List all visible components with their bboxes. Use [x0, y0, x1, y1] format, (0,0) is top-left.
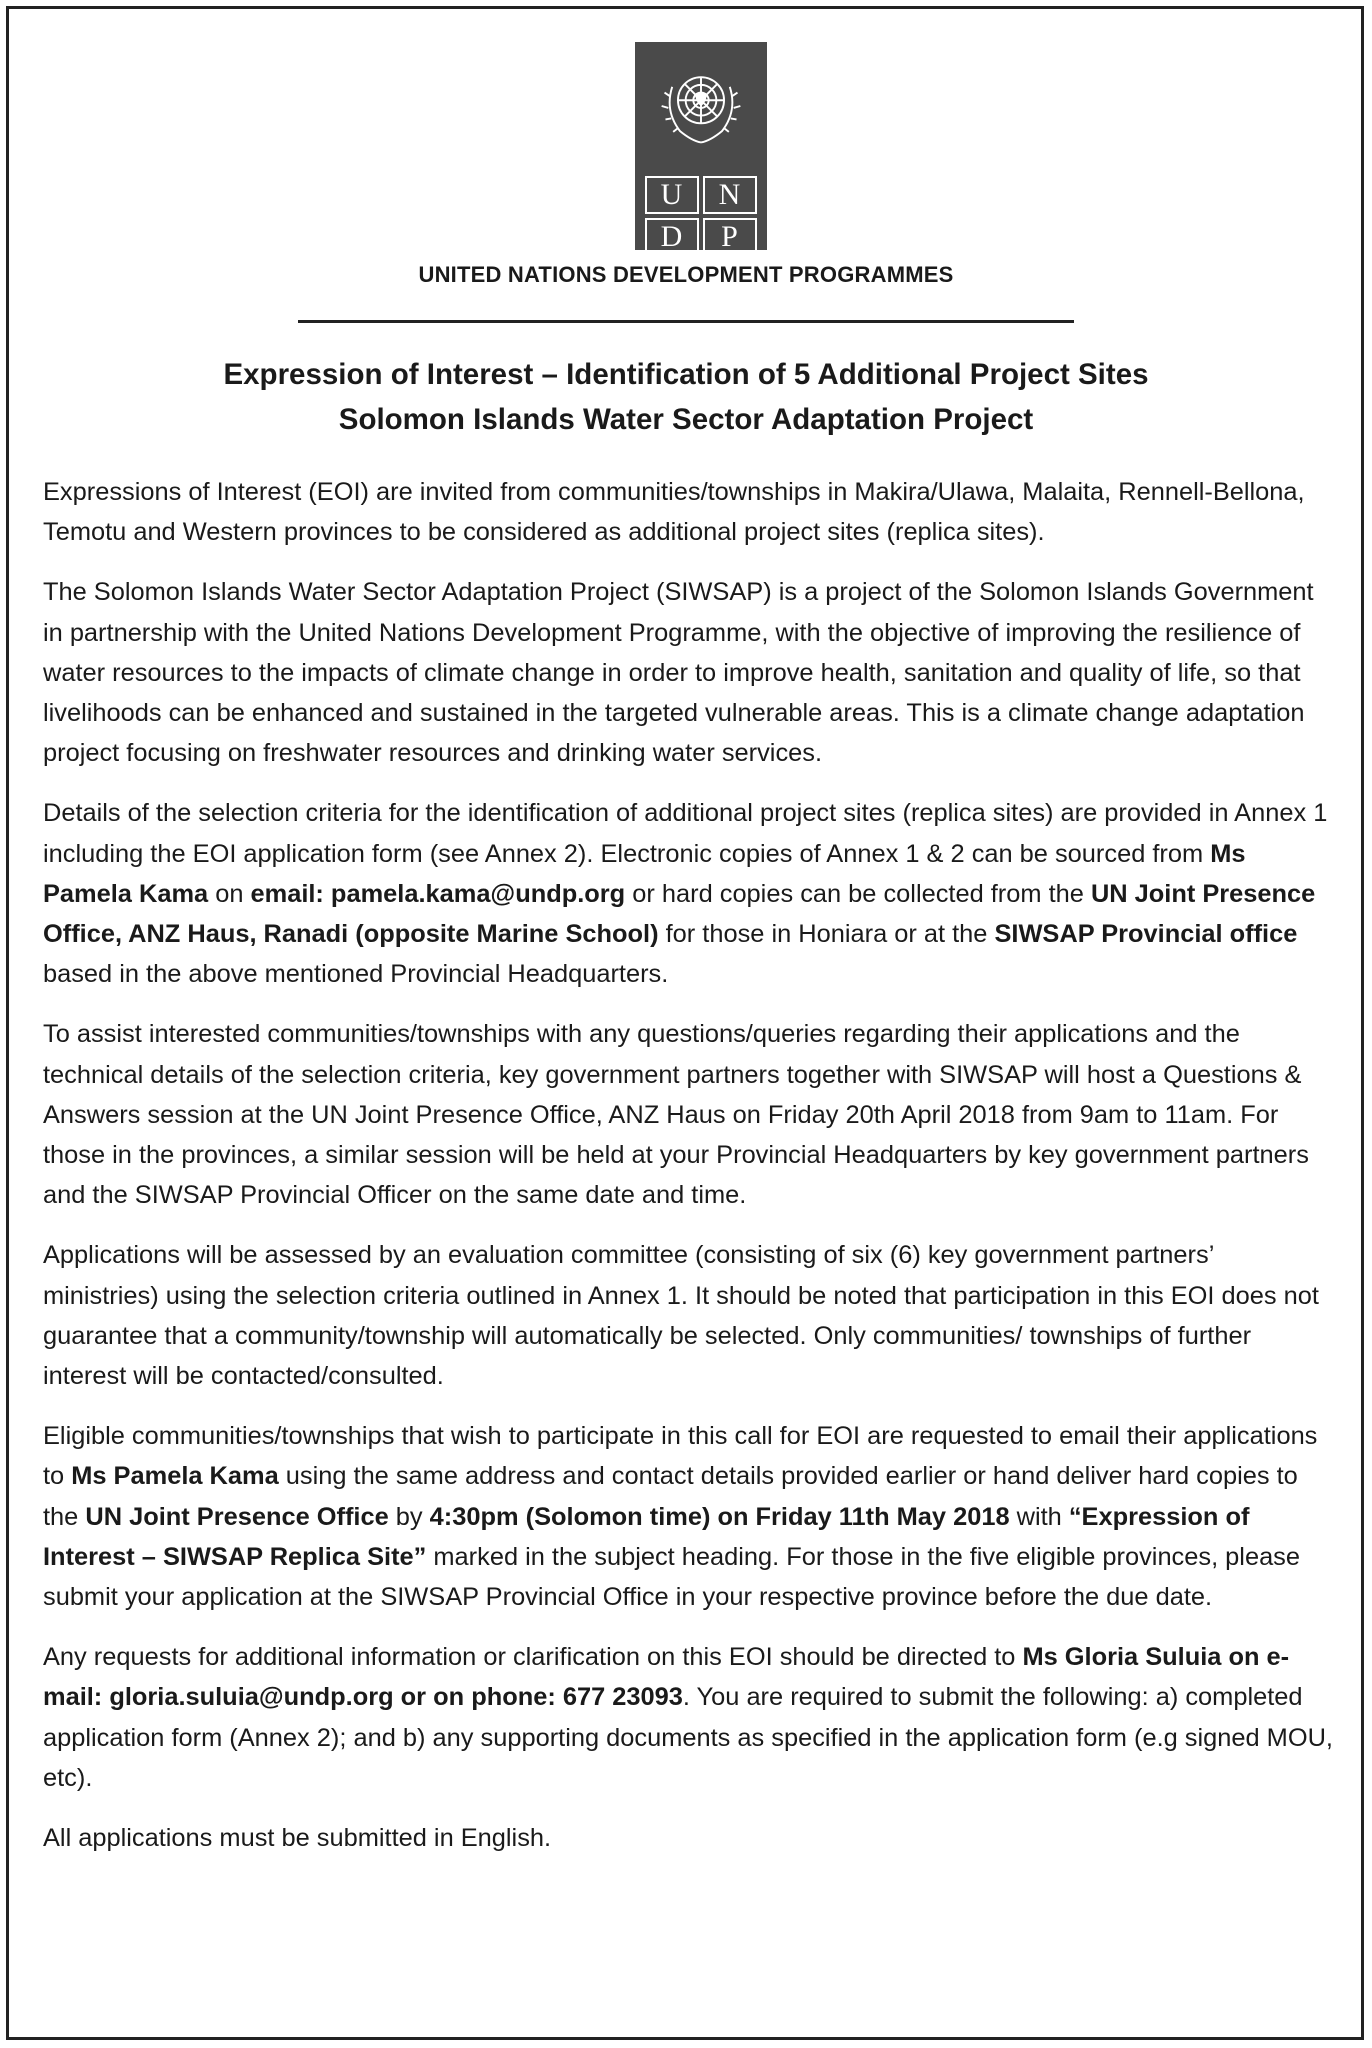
logo-letter: U	[645, 176, 699, 214]
paragraph-language: All applications must be submitted in English.	[43, 1824, 552, 1853]
text-segment: based in the above mentioned Provincial Headquarters.	[43, 960, 669, 989]
text-segment: for those in Honiara or at the	[658, 920, 995, 949]
enquiry-contact: Ms Gloria Suluia on e-mail: gloria.suluia@undp.org or on phone: 677 23093	[43, 1643, 1290, 1712]
text-segment: on	[208, 879, 251, 908]
text-segment: . You are required to submit the following: a) completed application form (Annex 2); and b) any supporting documents as specified in the application form (e.g signed MOU, etc).	[43, 1683, 1333, 1792]
logo-letter: P	[703, 218, 757, 256]
paragraph-submission	[43, 1416, 1333, 1617]
subject-heading: “Expression of Interest – SIWSAP Replica Site”	[43, 1502, 1250, 1571]
paragraph-evaluation: Applications will be assessed by an evaluation committee (consisting of six (6) key government partners’ ministries) using the selection criteria outlined in Annex 1. It should be noted that participation in this EOI does not guarantee that a community/township will automatically be selected. Only communities/ townships of further interest will be contacted/consulted.	[43, 1241, 1319, 1391]
organization-name: UNITED NATIONS DEVELOPMENT PROGRAMMES	[418, 262, 954, 287]
document-title	[0, 352, 1372, 442]
contact-name: Ms Pamela Kama	[43, 839, 1246, 908]
office-location: UN Joint Presence Office, ANZ Haus, Ranadi (opposite Marine School)	[43, 879, 1316, 949]
title-line-2: Solomon Islands Water Sector Adaptation Project	[338, 403, 1034, 436]
text-segment: or hard copies can be collected from the	[625, 879, 1091, 908]
contact-name: Ms Pamela Kama	[71, 1462, 279, 1491]
text-segment: Eligible communities/townships that wish to participate in this call for EOI are requested to email their applications to	[43, 1422, 1318, 1491]
deadline: 4:30pm (Solomon time) on Friday 11th May 2018	[429, 1502, 1010, 1531]
text-segment: using the same address and contact details provided earlier or hand deliver hard copies to the	[43, 1462, 1298, 1531]
paragraph-project-description: The Solomon Islands Water Sector Adaptation Project (SIWSAP) is a project of the Solomon Islands Government in partnership with the United Nations Development Programme, with the objective of improving the resilience of water resources to the impacts of climate change in order to improve health, sanitation and quality of life, so that livelihoods can be enhanced and sustained in the targeted vulnerable areas. This is a climate change adaptation project focusing on freshwater resources and drinking water services.	[43, 578, 1314, 768]
divider	[298, 320, 1074, 323]
provincial-office: SIWSAP Provincial office	[994, 920, 1298, 949]
text-segment: Any requests for additional information or clarification on this EOI should be directed to	[43, 1643, 1023, 1672]
paragraph-invitation: Expressions of Interest (EOI) are invited from communities/townships in Makira/Ulawa, Malaita, Rennell-Bellona, Temotu and Western provinces to be considered as additional project sites (replica sites).	[43, 478, 1305, 547]
office-name: UN Joint Presence Office	[85, 1502, 389, 1531]
un-emblem-icon	[653, 58, 749, 154]
paragraph-qa-session: To assist interested communities/townships with any questions/queries regarding their applications and the technical details of the selection criteria, key government partners together with SIWSAP will host a Questions & Answers session at the UN Joint Presence Office, ANZ Haus on Friday 20th April 2018 from 9am to 11am. For those in the provinces, a similar session will be held at your Provincial Headquarters by key government partners and the SIWSAP Provincial Officer on the same date and time.	[43, 1020, 1309, 1210]
text-segment: marked in the subject heading. For those in the five eligible provinces, please submit your application at the SIWSAP Provincial Office in your respective province before the due date.	[43, 1542, 1301, 1612]
paragraph-enquiries	[43, 1637, 1333, 1798]
contact-email: email: pamela.kama@undp.org	[250, 879, 626, 908]
logo-letter: N	[703, 176, 757, 214]
logo-letters	[635, 176, 767, 253]
document-body	[43, 472, 1333, 1878]
text-segment: with	[1009, 1502, 1069, 1531]
title-line-1: Expression of Interest – Identification of 5 Additional Project Sites	[223, 358, 1149, 391]
text-segment: by	[388, 1502, 430, 1531]
logo-letter: D	[645, 218, 699, 256]
text-segment: Details of the selection criteria for the identification of additional project sites (replica sites) are provided in Annex 1 including the EOI application form (see Annex 2). Electronic copies of Annex 1 & 2 can be sourced from	[43, 799, 1328, 868]
undp-logo	[635, 42, 767, 253]
paragraph-selection-criteria	[43, 793, 1333, 994]
